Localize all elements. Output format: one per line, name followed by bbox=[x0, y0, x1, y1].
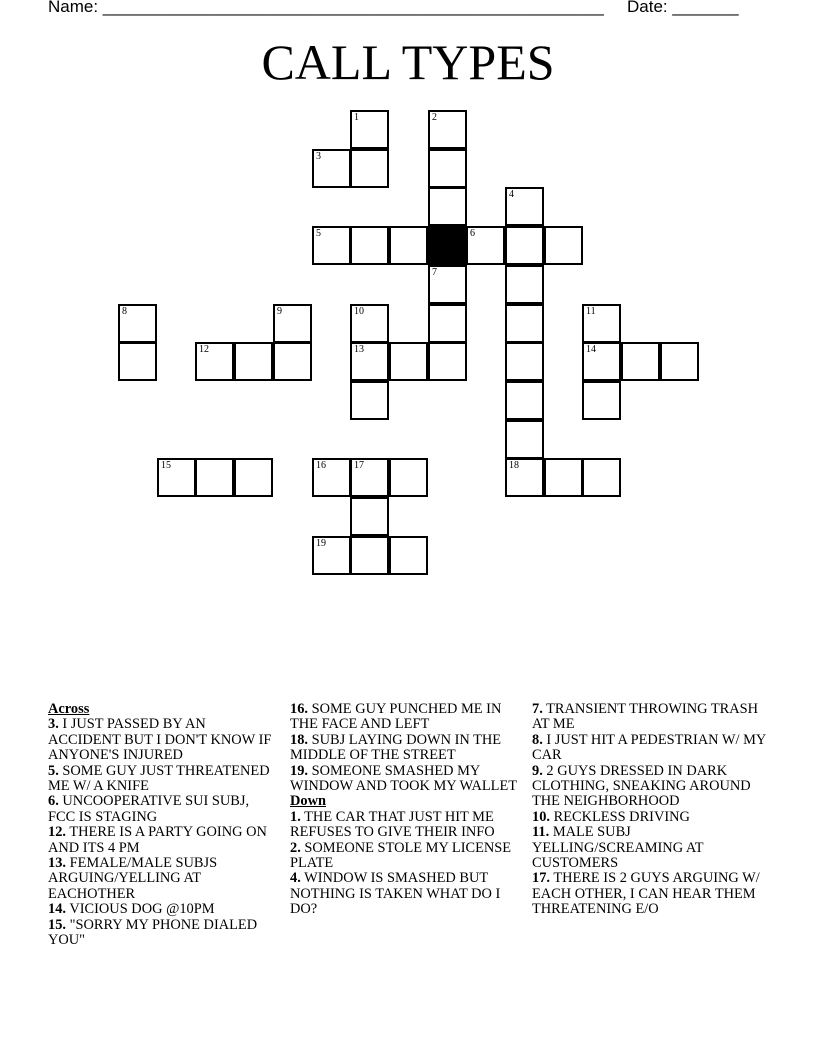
grid-cell[interactable] bbox=[660, 342, 699, 381]
clue-down-10: 10. RECKLESS DRIVING bbox=[532, 808, 690, 825]
clue-across-14: 14. VICIOUS DOG @10PM bbox=[48, 901, 215, 918]
grid-cell-2[interactable] bbox=[428, 110, 467, 149]
grid-cell[interactable] bbox=[428, 342, 467, 381]
clue-down-17: 17. THERE IS 2 GUYS ARGUING W/ EACH OTHER, I CAN HEAR THEM THREATENING E/O bbox=[532, 870, 760, 918]
grid-cell[interactable] bbox=[234, 458, 273, 497]
grid-cell[interactable] bbox=[350, 381, 389, 420]
grid-cell-9[interactable] bbox=[273, 304, 312, 343]
grid-cell[interactable] bbox=[389, 342, 428, 381]
clue-number: 7 bbox=[432, 267, 437, 278]
clue-number: 11 bbox=[586, 306, 596, 317]
clue-number: 1 bbox=[354, 112, 359, 123]
grid-cell[interactable] bbox=[505, 342, 544, 381]
grid-cell[interactable] bbox=[505, 226, 544, 265]
clue-down-4: 4. WINDOW IS SMASHED BUT NOTHING IS TAKEN WHAT DO I DO? bbox=[290, 870, 501, 918]
grid-cell[interactable] bbox=[195, 458, 234, 497]
clue-across-5: 5. SOME GUY JUST THREATENED ME W/ A KNIFE bbox=[48, 762, 270, 795]
grid-cell-10[interactable] bbox=[350, 304, 389, 343]
clue-column-3 bbox=[532, 702, 766, 918]
grid-cell[interactable] bbox=[350, 536, 389, 575]
grid-cell-5[interactable] bbox=[312, 226, 351, 265]
grid-cell[interactable] bbox=[389, 458, 428, 497]
grid-cell[interactable] bbox=[234, 342, 273, 381]
grid-cell-14[interactable] bbox=[582, 342, 621, 381]
black-square bbox=[428, 226, 467, 265]
clue-down-8: 8. I JUST HIT A PEDESTRIAN W/ MY CAR bbox=[532, 731, 766, 764]
clue-across-15: 15. "SORRY MY PHONE DIALED YOU" bbox=[48, 916, 258, 949]
grid-cell-3[interactable] bbox=[312, 149, 351, 188]
grid-cell-1[interactable] bbox=[350, 110, 389, 149]
clue-number: 13 bbox=[354, 344, 364, 355]
grid-cell-15[interactable] bbox=[157, 458, 196, 497]
clue-number: 6 bbox=[470, 228, 475, 239]
clue-down-11: 11. MALE SUBJ YELLING/SCREAMING AT CUSTOMERS bbox=[532, 824, 704, 872]
grid-cell[interactable] bbox=[350, 497, 389, 536]
clue-number: 16 bbox=[316, 460, 326, 471]
grid-cell[interactable] bbox=[428, 304, 467, 343]
across-heading: Across bbox=[48, 701, 90, 717]
grid-cell[interactable] bbox=[350, 149, 389, 188]
grid-cell-16[interactable] bbox=[312, 458, 351, 497]
grid-cell-19[interactable] bbox=[312, 536, 351, 575]
clue-down-2: 2. SOMEONE STOLE MY LICENSE PLATE bbox=[290, 839, 512, 872]
puzzle-title: CALL TYPES bbox=[261, 34, 555, 90]
grid-cell[interactable] bbox=[582, 458, 621, 497]
clue-number: 14 bbox=[586, 344, 596, 355]
grid-cell[interactable] bbox=[350, 226, 389, 265]
grid-cell[interactable] bbox=[505, 420, 544, 459]
clue-number: 10 bbox=[354, 306, 364, 317]
down-heading: Down bbox=[290, 793, 326, 810]
grid-cell-11[interactable] bbox=[582, 304, 621, 343]
clue-column-1 bbox=[48, 702, 276, 949]
clue-number: 5 bbox=[316, 228, 321, 239]
name-field: Name: _____________________________________________________ bbox=[48, 0, 604, 16]
grid-cell[interactable] bbox=[505, 265, 544, 304]
grid-cell[interactable] bbox=[621, 342, 660, 381]
clue-number: 2 bbox=[432, 112, 437, 123]
clue-across-12: 12. THERE IS A PARTY GOING ON AND ITS 4 PM bbox=[48, 824, 267, 856]
grid-cell[interactable] bbox=[582, 381, 621, 420]
clue-number: 9 bbox=[277, 306, 282, 317]
grid-cell-12[interactable] bbox=[195, 342, 234, 381]
clue-number: 12 bbox=[199, 344, 209, 355]
clue-number: 18 bbox=[509, 460, 519, 471]
grid-cell[interactable] bbox=[544, 458, 583, 497]
grid-cell-8[interactable] bbox=[118, 304, 157, 343]
grid-cell-6[interactable] bbox=[466, 226, 505, 265]
grid-cell-18[interactable] bbox=[505, 458, 544, 497]
clue-number: 8 bbox=[122, 306, 127, 317]
clue-number: 19 bbox=[316, 538, 326, 549]
clue-column-2 bbox=[290, 702, 522, 918]
clue-down-9: 9. 2 GUYS DRESSED IN DARK CLOTHING, SNEAKING AROUND THE NEIGHBORHOOD bbox=[532, 762, 751, 810]
clue-down-1: 1. THE CAR THAT JUST HIT ME REFUSES TO GIVE THEIR INFO bbox=[290, 808, 495, 841]
grid-cell-17[interactable] bbox=[350, 458, 389, 497]
grid-cell[interactable] bbox=[389, 226, 428, 265]
grid-cell[interactable] bbox=[428, 149, 467, 188]
grid-cell[interactable] bbox=[118, 342, 157, 381]
grid-cell-4[interactable] bbox=[505, 187, 544, 226]
date-field: Date: _______ bbox=[627, 0, 739, 16]
grid-cell[interactable] bbox=[273, 342, 312, 381]
grid-cell[interactable] bbox=[505, 304, 544, 343]
clue-number: 17 bbox=[354, 460, 364, 471]
clue-across-3: 3. I JUST PASSED BY AN ACCIDENT BUT I DON'T KNOW IF ANYONE'S INJURED bbox=[48, 716, 272, 764]
clue-across-6: 6. UNCOOPERATIVE SUI SUBJ, FCC IS STAGING bbox=[48, 793, 250, 825]
grid-cell[interactable] bbox=[505, 381, 544, 420]
clue-across-13: 13. FEMALE/MALE SUBJS ARGUING/YELLING AT EACHOTHER bbox=[48, 855, 218, 902]
clue-across-16: 16. SOME GUY PUNCHED ME IN THE FACE AND LEFT bbox=[290, 701, 502, 733]
clue-number: 3 bbox=[316, 151, 321, 162]
clue-down-7: 7. TRANSIENT THROWING TRASH AT ME bbox=[532, 701, 759, 733]
clue-across-19: 19. SOMEONE SMASHED MY WINDOW AND TOOK MY WALLET bbox=[290, 762, 518, 795]
grid-cell[interactable] bbox=[544, 226, 583, 265]
clue-number: 15 bbox=[161, 460, 171, 471]
grid-cell[interactable] bbox=[389, 536, 428, 575]
grid-cell[interactable] bbox=[428, 187, 467, 226]
grid-cell-7[interactable] bbox=[428, 265, 467, 304]
grid-cell-13[interactable] bbox=[350, 342, 389, 381]
clue-number: 4 bbox=[509, 189, 514, 200]
clue-across-18: 18. SUBJ LAYING DOWN IN THE MIDDLE OF THE STREET bbox=[290, 731, 502, 764]
